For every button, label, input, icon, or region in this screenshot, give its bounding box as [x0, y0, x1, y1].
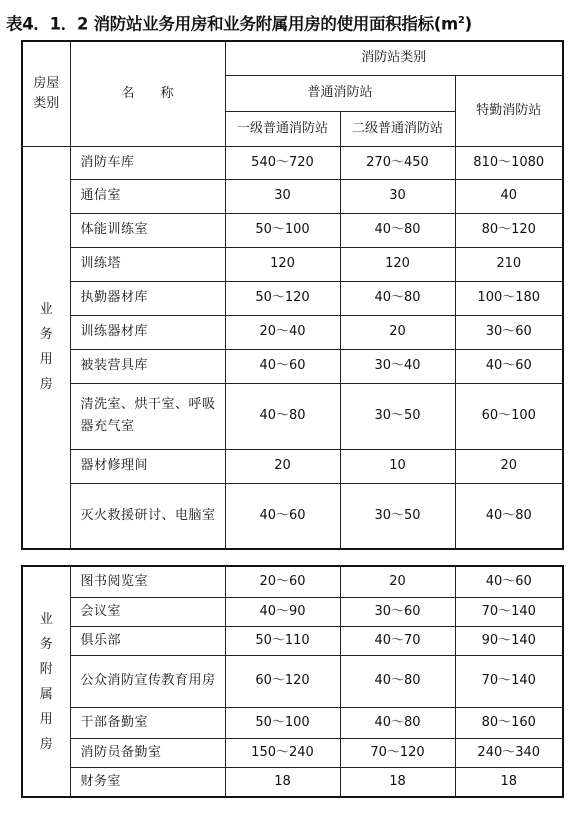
level2-cell: 18 [340, 767, 455, 797]
level1-cell: 540～720 [225, 146, 340, 179]
level1-cell: 120 [225, 247, 340, 281]
special-cell: 240～340 [455, 738, 563, 767]
level2-cell: 20 [340, 315, 455, 349]
business-table [21, 40, 564, 550]
name-cell: 财务室 [70, 767, 225, 797]
name-cell: 通信室 [70, 179, 225, 213]
level2-cell: 30～40 [340, 349, 455, 383]
level1-cell: 60～120 [225, 655, 340, 707]
special-cell: 810～1080 [455, 146, 563, 179]
table-row [22, 483, 563, 549]
name-cell: 器材修理间 [70, 449, 225, 483]
table-title: 表4．1．2 消防站业务用房和业务附属用房的使用面积指标$(m^2)$ [6, 14, 472, 34]
category-cell: 业务用房 [22, 146, 70, 549]
header-house-category: 房屋类别 [22, 41, 70, 146]
table-row [22, 247, 563, 281]
special-cell: 90～140 [455, 626, 563, 655]
level2-cell: 40～80 [340, 655, 455, 707]
level2-cell: 40～80 [340, 281, 455, 315]
special-cell: 40 [455, 179, 563, 213]
level2-cell: 30 [340, 179, 455, 213]
header-level2: 二级普通消防站 [340, 111, 455, 146]
table-row [22, 315, 563, 349]
name-cell: 训练塔 [70, 247, 225, 281]
name-cell: 俱乐部 [70, 626, 225, 655]
special-cell: 40～80 [455, 483, 563, 549]
level2-cell: 30～50 [340, 483, 455, 549]
special-cell: 80～120 [455, 213, 563, 247]
category-cell: 业务附属用房 [22, 566, 70, 797]
auxiliary-table [21, 565, 564, 798]
table-row [22, 449, 563, 483]
special-cell: 20 [455, 449, 563, 483]
name-cell: 体能训练室 [70, 213, 225, 247]
name-cell: 被装营具库 [70, 349, 225, 383]
name-cell: 清洗室、烘干室、呼吸器充气室 [70, 383, 225, 449]
name-cell: 消防车库 [70, 146, 225, 179]
special-cell: 18 [455, 767, 563, 797]
level1-cell: 40～80 [225, 383, 340, 449]
level2-cell: 40～70 [340, 626, 455, 655]
table-row [22, 383, 563, 449]
table-row [22, 281, 563, 315]
special-cell: 40～60 [455, 566, 563, 597]
name-cell: 灭火救援研讨、电脑室 [70, 483, 225, 549]
table-row [22, 179, 563, 213]
level1-cell: 50～100 [225, 213, 340, 247]
special-cell: 80～160 [455, 707, 563, 738]
level1-cell: 50～120 [225, 281, 340, 315]
header-ordinary: 普通消防站 [225, 75, 455, 111]
level2-cell: 30～60 [340, 597, 455, 626]
level1-cell: 50～100 [225, 707, 340, 738]
special-cell: 70～140 [455, 597, 563, 626]
table-row [22, 707, 563, 738]
table-row [22, 566, 563, 597]
header-station-category: 消防站类别 [225, 41, 563, 75]
level1-cell: 18 [225, 767, 340, 797]
header-special: 特勤消防站 [455, 75, 563, 146]
level2-cell: 40～80 [340, 707, 455, 738]
level2-cell: 120 [340, 247, 455, 281]
table-row [22, 626, 563, 655]
table-row [22, 213, 563, 247]
table-row [22, 655, 563, 707]
level1-cell: 20～60 [225, 566, 340, 597]
level1-cell: 30 [225, 179, 340, 213]
header-name: 名 称 [70, 41, 225, 146]
special-cell: 40～60 [455, 349, 563, 383]
level2-cell: 30～50 [340, 383, 455, 449]
level2-cell: 10 [340, 449, 455, 483]
name-cell: 训练器材库 [70, 315, 225, 349]
name-cell: 执勤器材库 [70, 281, 225, 315]
header-level1: 一级普通消防站 [225, 111, 340, 146]
level2-cell: 70～120 [340, 738, 455, 767]
level1-cell: 150～240 [225, 738, 340, 767]
level1-cell: 40～90 [225, 597, 340, 626]
special-cell: 60～100 [455, 383, 563, 449]
name-cell: 会议室 [70, 597, 225, 626]
level1-cell: 50～110 [225, 626, 340, 655]
name-cell: 消防员备勤室 [70, 738, 225, 767]
level1-cell: 40～60 [225, 349, 340, 383]
table-row [22, 146, 563, 179]
level2-cell: 40～80 [340, 213, 455, 247]
name-cell: 公众消防宣传教育用房 [70, 655, 225, 707]
special-cell: 210 [455, 247, 563, 281]
level2-cell: 20 [340, 566, 455, 597]
level2-cell: 270～450 [340, 146, 455, 179]
level1-cell: 40～60 [225, 483, 340, 549]
table-row [22, 597, 563, 626]
name-cell: 干部备勤室 [70, 707, 225, 738]
name-cell: 图书阅览室 [70, 566, 225, 597]
special-cell: 30～60 [455, 315, 563, 349]
table-row [22, 767, 563, 797]
level1-cell: 20～40 [225, 315, 340, 349]
special-cell: 100～180 [455, 281, 563, 315]
special-cell: 70～140 [455, 655, 563, 707]
table-row [22, 349, 563, 383]
table-row [22, 738, 563, 767]
level1-cell: 20 [225, 449, 340, 483]
